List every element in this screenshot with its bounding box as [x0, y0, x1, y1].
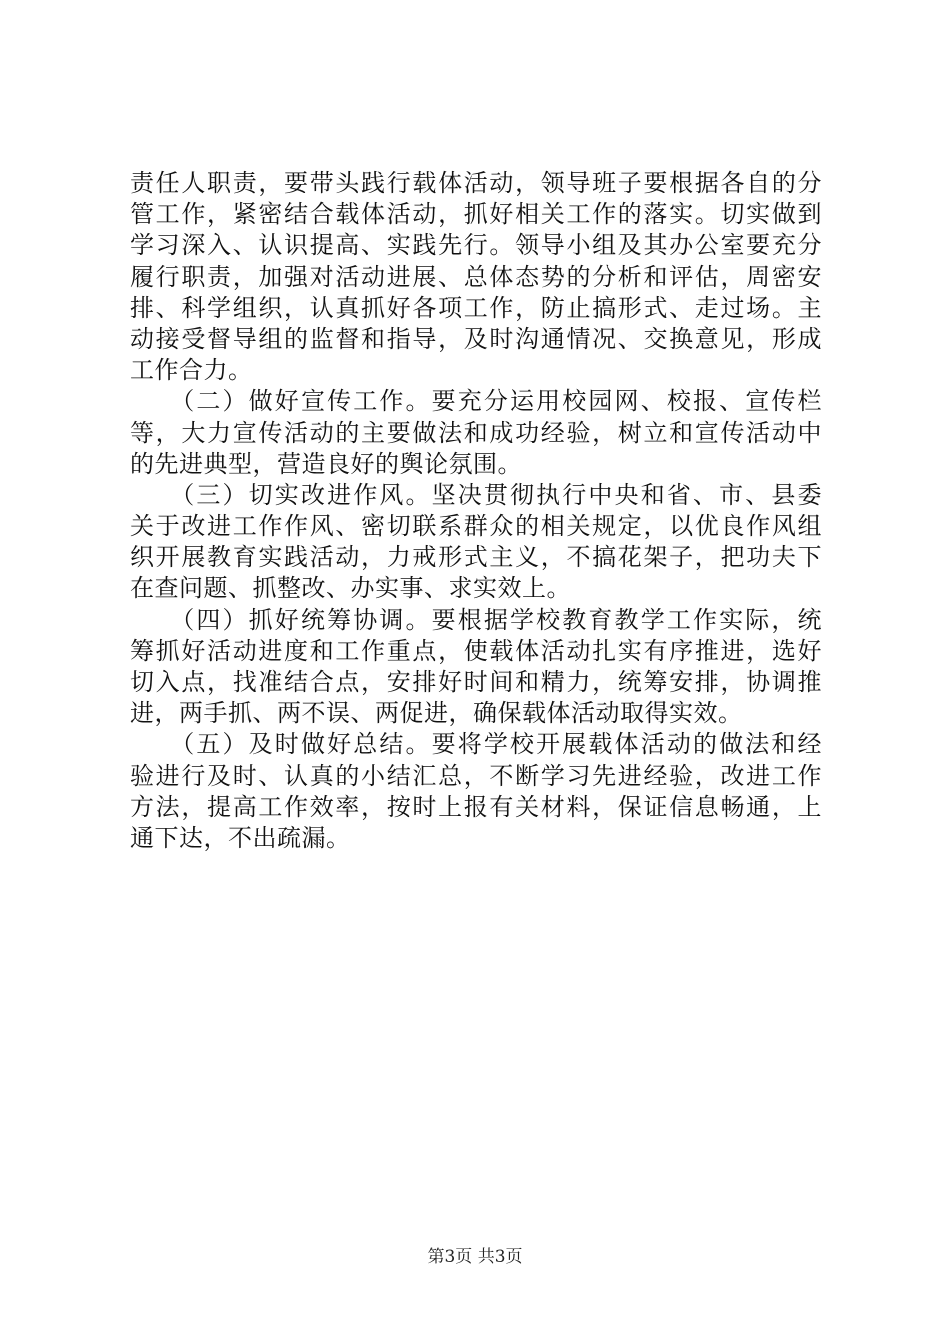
text-line: 学习深入、认识提高、实践先行。领导小组及其办公室要充分 — [130, 231, 822, 260]
page-number-footer: 第3页 共3页 — [427, 1247, 523, 1267]
text-line: 履行职责，加强对活动进展、总体态势的分析和评估，周密安 — [130, 262, 822, 291]
paragraph-start-line: （三）切实改进作风。坚决贯彻执行中央和省、市、县委 — [130, 480, 822, 509]
document-body — [130, 168, 822, 854]
paragraph-start-line: （二）做好宣传工作。要充分运用校园网、校报、宣传栏 — [130, 387, 822, 416]
text-line: 的先进典型，营造良好的舆论氛围。 — [130, 449, 522, 478]
text-line: 等，大力宣传活动的主要做法和成功经验，树立和宣传活动中 — [130, 418, 822, 447]
text-line: 织开展教育实践活动，力戒形式主义，不搞花架子，把功夫下 — [130, 543, 822, 572]
text-line: 动接受督导组的监督和指导，及时沟通情况、交换意见，形成 — [130, 324, 822, 353]
text-line: 管工作，紧密结合载体活动，抓好相关工作的落实。切实做到 — [130, 200, 822, 229]
text-line: 进，两手抓、两不误、两促进，确保载体活动取得实效。 — [130, 699, 743, 728]
text-line: 排、科学组织，认真抓好各项工作，防止搞形式、走过场。主 — [130, 293, 822, 322]
paragraph-start-line: （四）抓好统筹协调。要根据学校教育教学工作实际，统 — [130, 605, 822, 634]
text-line: 方法，提高工作效率，按时上报有关材料，保证信息畅通，上 — [130, 792, 822, 821]
text-line: 责任人职责，要带头践行载体活动，领导班子要根据各自的分 — [130, 169, 822, 197]
text-line: 关于改进工作作风、密切联系群众的相关规定，以优良作风组 — [130, 512, 822, 541]
text-line: 筹抓好活动进度和工作重点，使载体活动扎实有序推进，选好 — [130, 636, 822, 665]
text-line: 验进行及时、认真的小结汇总，不断学习先进经验，改进工作 — [130, 761, 822, 790]
paragraph-start-line: （五）及时做好总结。要将学校开展载体活动的做法和经 — [130, 730, 822, 759]
text-line: 通下达，不出疏漏。 — [130, 823, 351, 852]
text-line: 工作合力。 — [130, 356, 253, 385]
text-line: 在查问题、抓整改、办实事、求实效上。 — [130, 574, 571, 603]
text-line: 切入点，找准结合点，安排好时间和精力，统筹安排，协调推 — [130, 668, 822, 696]
